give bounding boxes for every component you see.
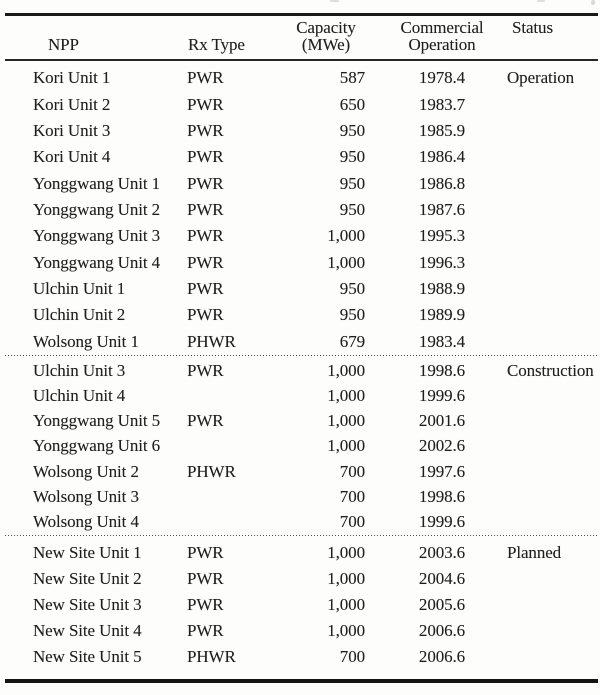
npp-cell: Ulchin Unit 2 (33, 305, 126, 325)
rx-type-cell: PHWR (187, 647, 236, 666)
capacity-cell: 950 (339, 279, 365, 299)
capacity-cell: 679 (339, 331, 365, 351)
column-header-commercial-operation (365, 16, 505, 59)
table-row (0, 434, 600, 459)
table-row (0, 250, 600, 276)
operation-year-cell: 2005.6 (418, 595, 466, 614)
operation-year-cell: 1996.3 (418, 252, 466, 272)
column-header-rx-type (187, 16, 287, 59)
operation-year-cell: 2002.6 (418, 436, 466, 456)
rx-type-cell: PWR (187, 252, 224, 272)
rx-type-cell: PHWR (187, 331, 236, 351)
scan-artifact (330, 0, 339, 2)
operation-year-cell: 1995.3 (418, 226, 466, 246)
npp-cell: Kori Unit 4 (33, 147, 111, 167)
table-row (0, 329, 600, 355)
npp-cell: New Site Unit 1 (33, 543, 142, 562)
capacity-cell: 700 (339, 512, 365, 532)
capacity-cell: 700 (339, 487, 365, 507)
table-row (0, 170, 600, 196)
operation-year-cell: 1998.6 (418, 360, 466, 380)
rx-type-cell: PWR (187, 305, 224, 325)
column-header-status-label: Status (512, 18, 553, 37)
capacity-cell: 650 (339, 94, 365, 114)
npp-cell: Ulchin Unit 4 (33, 385, 126, 405)
column-header-rx-type-label: Rx Type (188, 35, 245, 54)
npp-cell: Wolsong Unit 3 (33, 487, 139, 507)
table-row (0, 144, 600, 170)
npp-cell: Yonggwang Unit 1 (33, 173, 161, 193)
operation-year-cell: 1985.9 (418, 120, 466, 140)
operation-year-cell: 1988.9 (418, 279, 466, 299)
table-row (0, 91, 600, 117)
table-row (0, 409, 600, 434)
npp-cell: Kori Unit 1 (33, 68, 111, 88)
operation-year-cell: 1999.6 (418, 385, 466, 405)
rx-type-cell: PWR (187, 360, 224, 380)
capacity-cell: 1,000 (327, 252, 365, 272)
column-header-npp (0, 16, 187, 59)
rx-type-cell: PWR (187, 569, 224, 588)
table-header-row (0, 16, 600, 59)
npp-cell: Yonggwang Unit 5 (33, 411, 161, 431)
table-bottom-rule (5, 679, 598, 683)
status-cell: Planned (507, 543, 562, 562)
table-section-planned (0, 537, 600, 679)
table-row (0, 358, 600, 383)
table-row (0, 484, 600, 509)
rx-type-cell: PWR (187, 411, 224, 431)
npp-cell: Yonggwang Unit 2 (33, 199, 161, 219)
capacity-cell: 1,000 (327, 411, 365, 431)
status-cell: Operation (507, 68, 575, 88)
capacity-cell: 950 (339, 120, 365, 140)
table-row (0, 592, 600, 618)
rx-type-cell: PHWR (187, 461, 236, 481)
table-row (0, 644, 600, 670)
table-row (0, 118, 600, 144)
table-row (0, 223, 600, 249)
capacity-cell: 1,000 (327, 543, 365, 562)
table-row (0, 459, 600, 484)
table-row (0, 302, 600, 328)
npp-cell: Yonggwang Unit 6 (33, 436, 161, 456)
capacity-cell: 700 (339, 647, 365, 666)
table-row (0, 566, 600, 592)
capacity-cell: 700 (339, 461, 365, 481)
column-header-capacity (287, 16, 365, 59)
rx-type-cell: PWR (187, 147, 224, 167)
operation-year-cell: 2006.6 (418, 647, 466, 666)
operation-year-cell: 1978.4 (418, 68, 466, 88)
operation-year-cell: 2006.6 (418, 621, 466, 640)
npp-cell: Ulchin Unit 3 (33, 360, 126, 380)
capacity-cell: 1,000 (327, 569, 365, 588)
npp-cell: Kori Unit 2 (33, 94, 111, 114)
rx-type-cell: PWR (187, 120, 224, 140)
npp-cell: Wolsong Unit 4 (33, 512, 139, 532)
scan-artifact (591, 0, 595, 5)
npp-cell: Yonggwang Unit 3 (33, 226, 161, 246)
operation-year-cell: 1989.9 (418, 305, 466, 325)
npp-cell: New Site Unit 4 (33, 621, 142, 640)
npp-cell: New Site Unit 3 (33, 595, 142, 614)
capacity-cell: 1,000 (327, 595, 365, 614)
capacity-cell: 950 (339, 199, 365, 219)
capacity-cell: 1,000 (327, 385, 365, 405)
capacity-cell: 1,000 (327, 436, 365, 456)
table-section-construction (0, 357, 600, 535)
operation-year-cell: 1999.6 (418, 512, 466, 532)
operation-year-cell: 1986.4 (418, 147, 466, 167)
capacity-cell: 587 (339, 68, 365, 88)
capacity-cell: 1,000 (327, 226, 365, 246)
rx-type-cell: PWR (187, 226, 224, 246)
npp-cell: New Site Unit 2 (33, 569, 142, 588)
column-header-capacity-line2: (MWe) (301, 35, 351, 54)
rx-type-cell: PWR (187, 621, 224, 640)
capacity-cell: 950 (339, 305, 365, 325)
rx-type-cell: PWR (187, 279, 224, 299)
table-row (0, 276, 600, 302)
table-row (0, 540, 600, 566)
rx-type-cell: PWR (187, 173, 224, 193)
npp-cell: Ulchin Unit 1 (33, 279, 126, 299)
status-cell: Construction (507, 360, 594, 380)
column-header-npp-label: NPP (48, 35, 79, 54)
rx-type-cell: PWR (187, 543, 224, 562)
table-section-operation (0, 61, 600, 355)
operation-year-cell: 1983.7 (418, 94, 466, 114)
operation-year-cell: 1997.6 (418, 461, 466, 481)
scan-artifact (537, 0, 545, 2)
operation-year-cell: 1986.8 (418, 173, 466, 193)
operation-year-cell: 2004.6 (418, 569, 466, 588)
table-row (0, 383, 600, 408)
capacity-cell: 1,000 (327, 621, 365, 640)
operation-year-cell: 2001.6 (418, 411, 466, 431)
npp-cell: New Site Unit 5 (33, 647, 142, 666)
npp-cell: Kori Unit 3 (33, 120, 111, 140)
rx-type-cell: PWR (187, 595, 224, 614)
table-row (0, 618, 600, 644)
npp-cell: Wolsong Unit 1 (33, 331, 139, 351)
npp-cell: Yonggwang Unit 4 (33, 252, 161, 272)
operation-year-cell: 2003.6 (418, 543, 466, 562)
capacity-cell: 950 (339, 173, 365, 193)
capacity-cell: 950 (339, 147, 365, 167)
capacity-cell: 1,000 (327, 360, 365, 380)
rx-type-cell: PWR (187, 68, 224, 88)
column-header-status (505, 16, 600, 59)
table-row (0, 197, 600, 223)
operation-year-cell: 1983.4 (418, 331, 466, 351)
table-row (0, 65, 600, 91)
column-header-capacity-line1: Capacity (296, 18, 356, 37)
table-row (0, 510, 600, 535)
operation-year-cell: 1987.6 (418, 199, 466, 219)
rx-type-cell: PWR (187, 199, 224, 219)
column-header-commercial-line1: Commercial (400, 18, 484, 37)
operation-year-cell: 1998.6 (418, 487, 466, 507)
column-header-commercial-line2: Operation (408, 35, 476, 54)
rx-type-cell: PWR (187, 94, 224, 114)
npp-cell: Wolsong Unit 2 (33, 461, 139, 481)
